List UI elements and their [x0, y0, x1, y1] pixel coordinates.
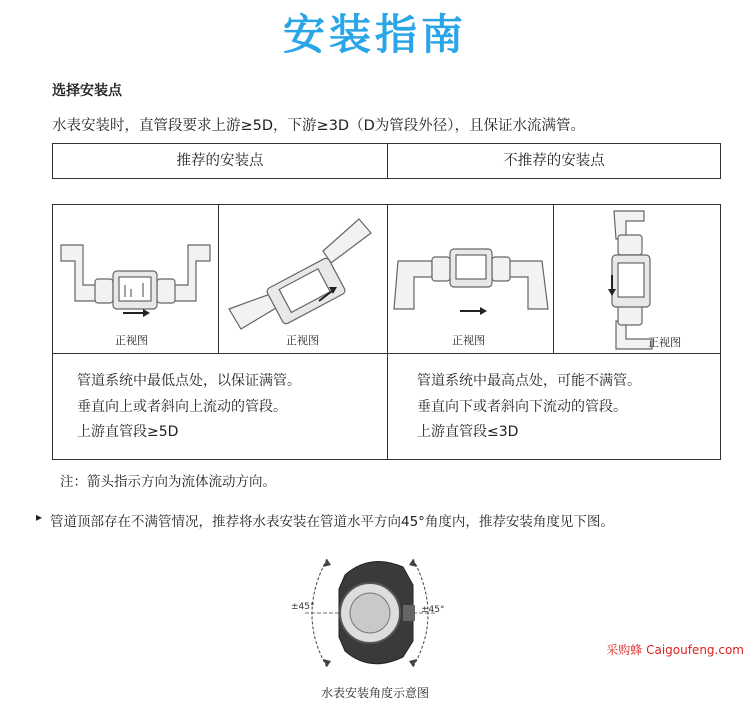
flow-direction-note: 注：箭头指示方向为流体流动方向。 — [60, 474, 276, 490]
section-heading: 选择安装点 — [52, 83, 122, 99]
view-label: 正视图 — [648, 336, 681, 349]
requirement-text: 水表安装时，直管段要求上游≥5D，下游≥3D（D为管段外径），且保证水流满管。 — [52, 118, 585, 134]
diagram-upward-flow — [219, 205, 386, 353]
description-line: 垂直向下或者斜向下流动的管段。 — [417, 398, 627, 415]
not-recommended-description — [417, 369, 641, 446]
triangle-bullet-icon: ▸ — [36, 510, 43, 524]
view-label: 正视图 — [452, 334, 485, 347]
angle-diagram — [285, 545, 455, 675]
right-angle-label: ±45° — [421, 605, 445, 615]
description-line: 上游直管段≤3D — [417, 424, 519, 440]
divider — [52, 353, 721, 354]
header-not-recommended: 不推荐的安装点 — [387, 143, 721, 179]
view-label: 正视图 — [115, 334, 148, 347]
recommended-description — [77, 369, 301, 446]
install-angle-text: 管道顶部存在不满管情况，推荐将水表安装在管道水平方向45°角度内，推荐安装角度见下图。 — [50, 514, 614, 530]
description-line: 管道系统中最低点处，以保证满管。 — [77, 373, 301, 389]
angle-diagram-caption: 水表安装角度示意图 — [320, 686, 429, 700]
left-angle-label: ±45° — [291, 602, 315, 612]
diagram-downward-flow — [554, 205, 720, 353]
diagram-low-point — [53, 205, 218, 353]
view-label: 正视图 — [286, 334, 319, 347]
description-line: 管道系统中最高点处，可能不满管。 — [417, 373, 641, 389]
diagram-high-point — [388, 205, 553, 353]
watermark: 采购蜂 Caigoufeng.com — [606, 643, 744, 657]
description-line: 垂直向上或者斜向上流动的管段。 — [77, 398, 287, 415]
header-recommended: 推荐的安装点 — [52, 143, 388, 179]
description-line: 上游直管段≥5D — [77, 424, 179, 440]
page-title: 安装指南 — [282, 10, 467, 59]
